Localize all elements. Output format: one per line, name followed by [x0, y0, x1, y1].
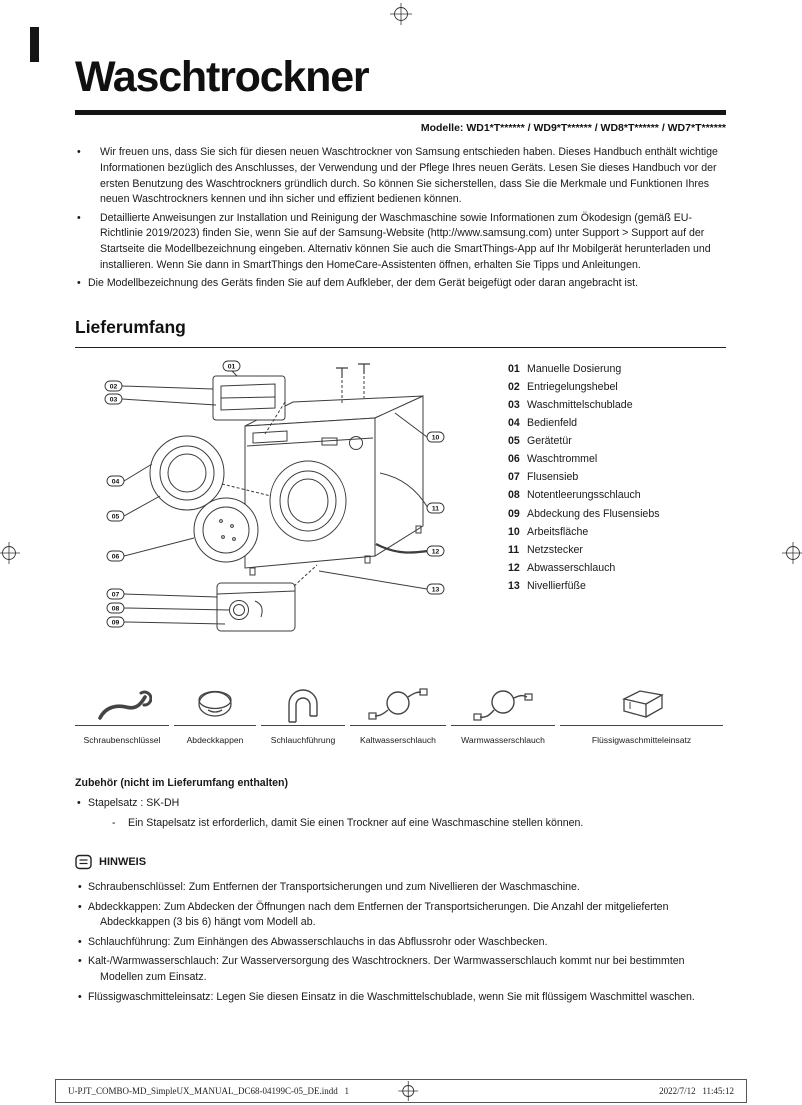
- callout-12: [427, 546, 444, 556]
- intro-bullet: • Die Modellbezeichnung des Geräts finden Sie auf dem Aufkleber, der dem Gerät beigefügt oder daran angebracht ist.: [75, 276, 726, 292]
- accessory-label: Schraubenschlüssel: [83, 734, 161, 745]
- delivery-contents: [75, 358, 726, 648]
- callout-13: [427, 584, 444, 594]
- accessory-cap: [174, 676, 256, 745]
- part-label: Abwasserschlauch: [527, 561, 616, 574]
- svg-text:09: 09: [111, 619, 120, 627]
- hinweis-bullet: • Flüssigwaschmitteleinsatz: Legen Sie diesen Einsatz in die Waschmittelschublade, wenn Sie mit flüssigem Waschmittel waschen.: [75, 990, 726, 1006]
- part-number: 08: [508, 489, 520, 502]
- svg-text:05: 05: [111, 513, 120, 521]
- part-label: Netzstecker: [527, 543, 583, 556]
- svg-text:04: 04: [111, 478, 120, 486]
- part-number: 11: [508, 543, 520, 556]
- part-number: 07: [508, 471, 520, 484]
- cap-icon: [174, 676, 256, 726]
- svg-text:07: 07: [111, 591, 120, 599]
- callout-05: [107, 511, 124, 521]
- title-rule: [75, 110, 726, 115]
- intro-bullets: [75, 145, 726, 291]
- part-item: [508, 378, 726, 396]
- part-label: Nivellierfüße: [527, 579, 586, 592]
- intro-bullet: • Wir freuen uns, dass Sie sich für diesen neuen Waschtrockner von Samsung entschieden haben. Dieses Handbuch enthält wichtige Informationen bezüglich des Anschlusses, der Verwendung und der Pflege Ihres neuen Geräts. Lesen Sie dieses Handbuch vor der ersten Benutzung des Waschtrockners gründlich durch. So können Sie sicherstellen, dass Sie die Merkmale und Funktionen Ihres neuen Waschtrockners kennen und ihn sicher und effizient bedienen können.: [75, 145, 726, 207]
- print-slug-footer: [55, 1079, 747, 1103]
- section-heading-lieferumfang: Lieferumfang: [75, 317, 726, 348]
- model-numbers: Modelle: WD1*T****** / WD9*T****** / WD8*T****** / WD7*T******: [420, 122, 726, 135]
- part-number: 06: [508, 453, 520, 466]
- accessory-label: Flüssigwaschmitteleinsatz: [591, 734, 692, 745]
- part-label: Waschmittelschublade: [527, 398, 633, 411]
- callout-01: [223, 361, 240, 371]
- zubehoer-heading: Zubehör (nicht im Lieferumfang enthalten): [75, 776, 289, 789]
- zubehoer-note: - Ein Stapelsatz ist erforderlich, damit Sie einen Trockner auf eine Waschmaschine stellen können.: [75, 816, 726, 832]
- part-item: [508, 396, 726, 414]
- accessory-hose-guide: [261, 676, 345, 745]
- svg-text:01: 01: [227, 363, 236, 371]
- part-item: [508, 559, 726, 577]
- svg-text:11: 11: [431, 505, 440, 513]
- callout-08: [107, 603, 124, 613]
- part-number: 04: [508, 417, 520, 430]
- cold-water-hose-icon: [350, 676, 446, 726]
- detergent-insert-icon: [560, 676, 723, 726]
- callout-03: [105, 394, 122, 404]
- washer-illustration: [75, 358, 500, 643]
- part-number: 05: [508, 435, 520, 448]
- part-item: [508, 360, 726, 378]
- svg-text:13: 13: [431, 586, 440, 594]
- registration-mark-left-icon: [0, 542, 20, 564]
- hinweis-label: HINWEIS: [99, 856, 147, 869]
- page-title: Waschtrockner: [75, 53, 369, 101]
- note-icon: [75, 854, 92, 871]
- part-item: [508, 486, 726, 504]
- accessory-label: Kaltwasserschlauch: [360, 734, 436, 745]
- part-item: [508, 505, 726, 523]
- registration-mark-right-icon: [782, 542, 802, 564]
- callout-06: [107, 551, 124, 561]
- intro-bullet: • Detaillierte Anweisungen zur Installation und Reinigung der Waschmaschine sowie Informationen zum Ökodesign (gemäß EU-Richtlinie 2019/2023) finden Sie, wenn Sie auf der Samsung-Website (http://www.samsung.com) unter Support > Support auf der Startseite die Modellbezeichnung eingeben. Alternativ können Sie auch die SmartThings-App auf Ihr Mobilgerät herunterladen und installieren. Wenn Sie dann in SmartThings den HomeCare-Assistenten öffnen, erhalten Sie Tipps und Anleitungen.: [75, 211, 726, 273]
- part-label: Notentleerungsschlauch: [527, 489, 641, 502]
- accessory-warm-water-hose: [451, 676, 555, 745]
- part-number: 12: [508, 561, 520, 574]
- washer-diagram: [75, 358, 500, 648]
- part-label: Flusensieb: [527, 471, 579, 484]
- part-label: Manuelle Dosierung: [527, 362, 622, 375]
- zubehoer-list: [75, 796, 726, 812]
- svg-text:12: 12: [431, 548, 440, 556]
- part-label: Arbeitsfläche: [527, 525, 589, 538]
- part-item: [508, 450, 726, 468]
- hinweis-bullet: • Abdeckkappen: Zum Abdecken der Öffnungen nach dem Entfernen der Transportsicherungen. Die Anzahl der mitgelieferten Abdeckkappen (3 bis 6) hängt vom Modell ab.: [75, 900, 726, 931]
- part-label: Abdeckung des Flusensiebs: [527, 507, 660, 520]
- hinweis-section: [75, 854, 726, 1005]
- accessory-cold-water-hose: [350, 676, 446, 745]
- callout-11: [427, 503, 444, 513]
- callout-04: [107, 476, 124, 486]
- part-number: 09: [508, 507, 520, 520]
- hinweis-bullet: • Kalt-/Warmwasserschlauch: Zur Wasserversorgung des Waschtrockners. Der Warmwasserschlauch kommt nur bei bestimmten Modellen zum Einsatz.: [75, 954, 726, 985]
- svg-text:06: 06: [111, 553, 120, 561]
- zubehoer-section: [75, 777, 726, 832]
- svg-text:08: 08: [111, 605, 120, 613]
- accessory-label: Schlauchführung: [270, 734, 336, 745]
- svg-text:02: 02: [109, 383, 118, 391]
- part-label: Bedienfeld: [527, 417, 578, 430]
- footer-timestamp: 2022/7/12 11:45:12: [659, 1086, 734, 1096]
- accessory-wrench: [75, 676, 169, 745]
- hose-guide-icon: [261, 676, 345, 726]
- hinweis-bullets: [75, 880, 726, 1005]
- part-number: 13: [508, 579, 520, 592]
- part-number: 10: [508, 525, 520, 538]
- part-item: [508, 523, 726, 541]
- part-item: [508, 432, 726, 450]
- accessories-row: [75, 676, 726, 745]
- svg-text:10: 10: [431, 434, 440, 442]
- callout-07: [107, 589, 124, 599]
- wrench-icon: [75, 676, 169, 726]
- part-label: Waschtrommel: [527, 453, 598, 466]
- accessory-label: Abdeckkappen: [186, 734, 244, 745]
- hinweis-header: [75, 854, 726, 871]
- accessory-label: Warmwasserschlauch: [461, 734, 545, 745]
- svg-text:03: 03: [109, 396, 118, 404]
- part-number: 02: [508, 380, 520, 393]
- page-content: [75, 0, 726, 1009]
- part-item: [508, 468, 726, 486]
- part-item: [508, 541, 726, 559]
- part-label: Gerätetür: [527, 435, 572, 448]
- hinweis-bullet: • Schlauchführung: Zum Einhängen des Abwasserschlauchs in das Abflussrohr oder Waschbecken.: [75, 935, 726, 951]
- part-item: [508, 414, 726, 432]
- registration-mark-footer-icon: [384, 1081, 418, 1101]
- footer-filename: U-PJT_COMBO-MD_SimpleUX_MANUAL_DC68-04199C-05_DE.indd 1: [68, 1086, 350, 1096]
- callout-02: [105, 381, 122, 391]
- callout-10: [427, 432, 444, 442]
- zubehoer-item: • Stapelsatz : SK-DH: [75, 796, 726, 812]
- hinweis-bullet: • Schraubenschlüssel: Zum Entfernen der Transportsicherungen und zum Nivellieren der Waschmaschine.: [75, 880, 726, 896]
- parts-list: [508, 358, 726, 648]
- part-item: [508, 577, 726, 595]
- callout-09: [107, 617, 124, 627]
- accessory-detergent-insert: [560, 676, 723, 745]
- part-label: Entriegelungshebel: [527, 380, 618, 393]
- part-number: 01: [508, 362, 520, 375]
- part-number: 03: [508, 398, 520, 411]
- print-registration-bar: [30, 27, 39, 62]
- warm-water-hose-icon: [451, 676, 555, 726]
